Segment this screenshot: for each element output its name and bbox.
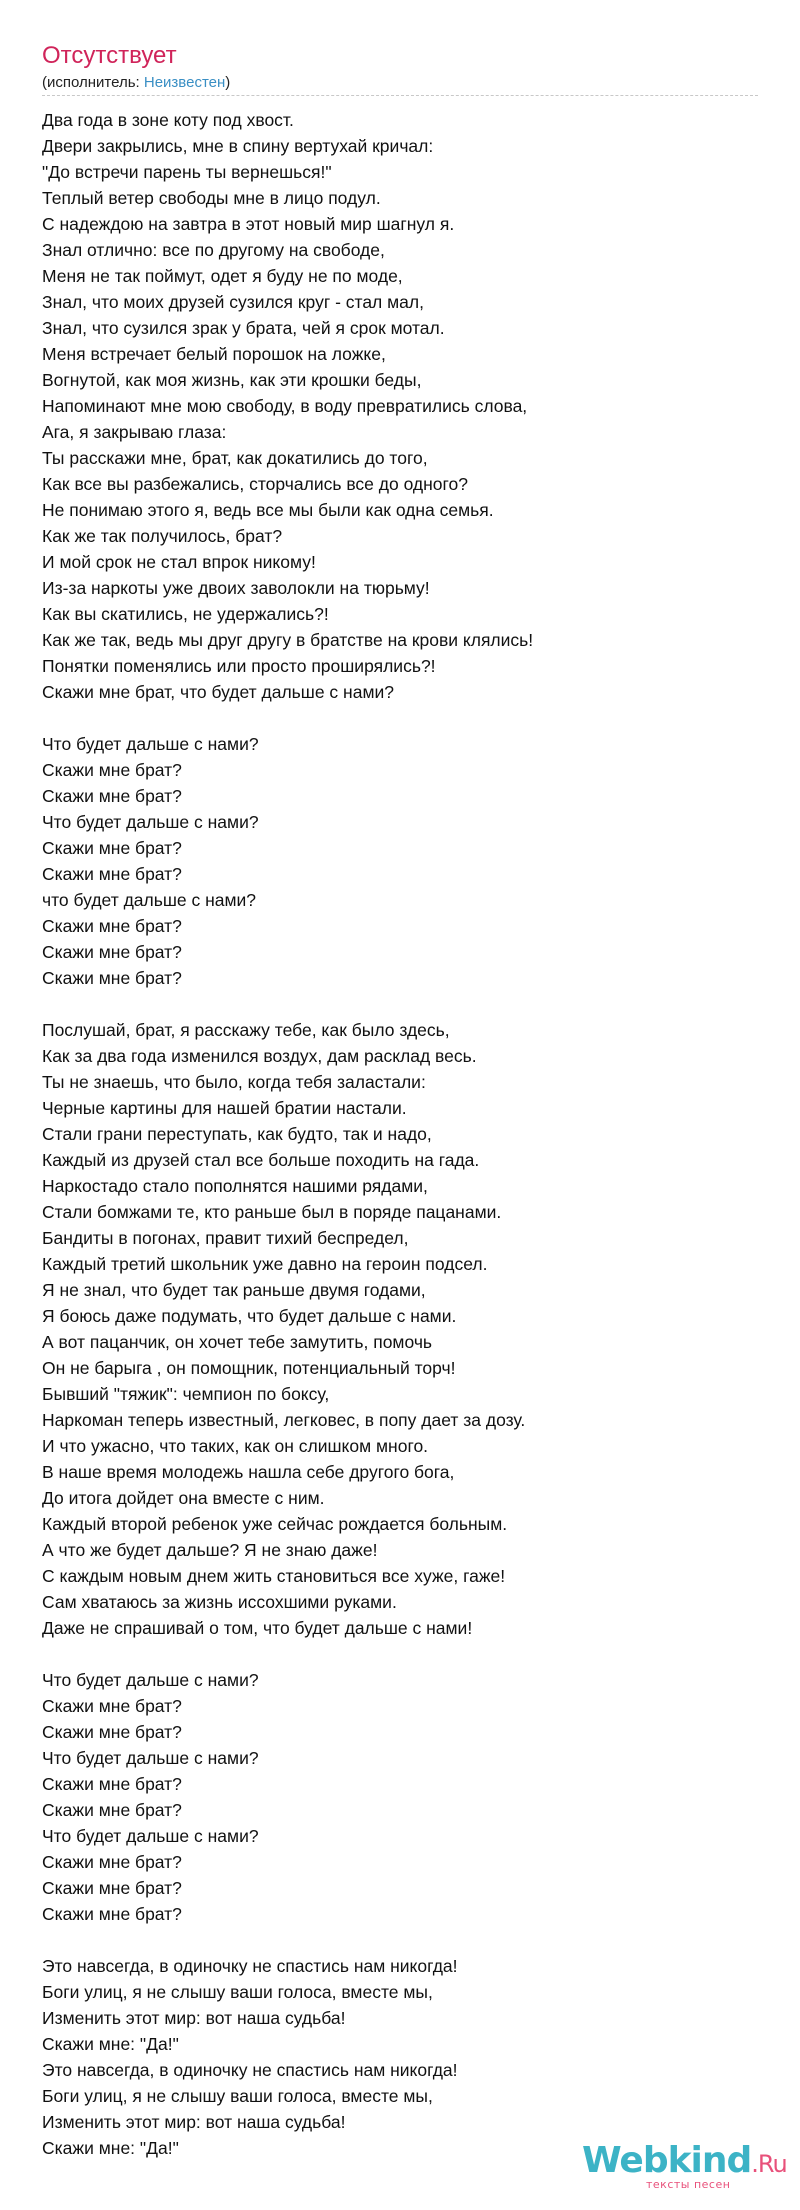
- header-divider: [42, 95, 758, 96]
- lyric-line: Меня не так поймут, одет я буду не по моде,: [42, 266, 403, 286]
- lyric-line: Послушай, брат, я расскажу тебе, как было здесь,: [42, 1020, 450, 1040]
- lyric-line: Скажи мне брат?: [42, 1878, 182, 1898]
- lyric-line: Изменить этот мир: вот наша судьба!: [42, 2112, 346, 2132]
- lyric-line: Знал, что моих друзей сузился круг - стал мал,: [42, 292, 424, 312]
- lyric-line: Это навсегда, в одиночку не спастись нам никогда!: [42, 2060, 458, 2080]
- artist-suffix: ): [225, 74, 231, 91]
- lyrics-stanza: [42, 1667, 762, 1927]
- lyric-line: А вот пацанчик, он хочет тебе замутить, помочь: [42, 1332, 433, 1352]
- lyric-line: Стали бомжами те, кто раньше был в поряде пацанами.: [42, 1202, 502, 1222]
- song-title: Отсутствует: [42, 42, 177, 69]
- lyric-line: Черные картины для нашей братии настали.: [42, 1098, 407, 1118]
- lyric-line: Скажи мне: "Да!": [42, 2138, 179, 2158]
- lyric-line: Скажи мне брат?: [42, 1852, 182, 1872]
- lyric-line: Вогнутой, как моя жизнь, как эти крошки беды,: [42, 370, 422, 390]
- lyric-line: С надеждою на завтра в этот новый мир шагнул я.: [42, 214, 455, 234]
- logo-wordmark: [582, 2140, 787, 2183]
- lyric-line: Стали грани переступать, как будто, так и надо,: [42, 1124, 432, 1144]
- lyric-line: Скажи мне брат?: [42, 786, 182, 806]
- lyrics-stanza: [42, 107, 762, 705]
- lyric-line: И мой срок не стал впрок никому!: [42, 552, 316, 572]
- lyric-line: Скажи мне брат?: [42, 968, 182, 988]
- lyric-line: "До встречи парень ты вернешься!": [42, 162, 332, 182]
- lyrics-stanza: [42, 1953, 762, 2161]
- lyric-line: Скажи мне брат, что будет дальше с нами?: [42, 682, 394, 702]
- logo-tagline: тексты песен: [646, 2178, 731, 2191]
- lyric-line: А что же будет дальше? Я не знаю даже!: [42, 1540, 378, 1560]
- lyric-line: Скажи мне брат?: [42, 1904, 182, 1924]
- lyric-line: Как все вы разбежались, сторчались все до одного?: [42, 474, 468, 494]
- lyric-line: Даже не спрашивай о том, что будет дальше с нами!: [42, 1618, 473, 1638]
- lyric-line: До итога дойдет она вместе с ним.: [42, 1488, 325, 1508]
- lyrics-stanza: [42, 731, 762, 991]
- lyric-line: Скажи мне брат?: [42, 1722, 182, 1742]
- lyric-line: Ты расскажи мне, брат, как докатились до того,: [42, 448, 428, 468]
- lyric-line: Наркостадо стало пополнятся нашими рядами,: [42, 1176, 428, 1196]
- lyric-line: Скажи мне брат?: [42, 864, 182, 884]
- lyric-line: Каждый из друзей стал все больше походить на гада.: [42, 1150, 480, 1170]
- lyric-line: Из-за наркоты уже двоих заволокли на тюрьму!: [42, 578, 430, 598]
- lyric-line: Скажи мне: "Да!": [42, 2034, 179, 2054]
- lyric-line: Как же так получилось, брат?: [42, 526, 283, 546]
- lyric-line: Как за два года изменился воздух, дам расклад весь.: [42, 1046, 477, 1066]
- lyrics-body: [42, 107, 762, 2187]
- lyric-line: Два года в зоне коту под хвост.: [42, 110, 294, 130]
- artist-line: [42, 74, 230, 92]
- lyric-line: Скажи мне брат?: [42, 942, 182, 962]
- logo-tld: .Ru: [751, 2150, 787, 2178]
- lyric-line: С каждым новым днем жить становиться все хуже, гаже!: [42, 1566, 506, 1586]
- lyric-line: Не понимаю этого я, ведь все мы были как одна семья.: [42, 500, 494, 520]
- lyric-line: Он не барыга , он помощник, потенциальный торч!: [42, 1358, 456, 1378]
- lyric-line: Ты не знаешь, что было, когда тебя заластали:: [42, 1072, 426, 1092]
- lyric-line: Боги улиц, я не слышу ваши голоса, вместе мы,: [42, 2086, 433, 2106]
- lyric-line: Ага, я закрываю глаза:: [42, 422, 227, 442]
- lyric-line: Это навсегда, в одиночку не спастись нам никогда!: [42, 1956, 458, 1976]
- lyric-line: Я боюсь даже подумать, что будет дальше с нами.: [42, 1306, 457, 1326]
- lyric-line: Наркоман теперь известный, легковес, в попу дает за дозу.: [42, 1410, 526, 1430]
- lyric-line: Каждый второй ребенок уже сейчас рождается больным.: [42, 1514, 508, 1534]
- lyric-line: Что будет дальше с нами?: [42, 734, 259, 754]
- lyric-line: что будет дальше с нами?: [42, 890, 257, 910]
- lyric-line: Что будет дальше с нами?: [42, 1826, 259, 1846]
- lyric-line: Что будет дальше с нами?: [42, 1748, 259, 1768]
- lyric-line: Я не знал, что будет так раньше двумя годами,: [42, 1280, 426, 1300]
- lyric-line: Бандиты в погонах, правит тихий беспредел,: [42, 1228, 409, 1248]
- lyric-line: Боги улиц, я не слышу ваши голоса, вместе мы,: [42, 1982, 433, 2002]
- lyric-line: Изменить этот мир: вот наша судьба!: [42, 2008, 346, 2028]
- lyric-line: Как вы скатились, не удержались?!: [42, 604, 329, 624]
- lyric-line: Напоминают мне мою свободу, в воду превратились слова,: [42, 396, 528, 416]
- lyric-line: Что будет дальше с нами?: [42, 1670, 259, 1690]
- lyric-line: Как же так, ведь мы друг другу в братстве на крови клялись!: [42, 630, 534, 650]
- lyric-line: Понятки поменялись или просто проширялись?!: [42, 656, 436, 676]
- logo-brand: Webkind: [582, 2140, 752, 2181]
- lyric-line: Скажи мне брат?: [42, 1800, 182, 1820]
- lyric-line: Каждый третий школьник уже давно на героин подсел.: [42, 1254, 488, 1274]
- lyric-line: В наше время молодежь нашла себе другого бога,: [42, 1462, 455, 1482]
- lyric-line: Меня встречает белый порошок на ложке,: [42, 344, 386, 364]
- lyric-line: Скажи мне брат?: [42, 916, 182, 936]
- lyric-line: Сам хватаюсь за жизнь иссохшими руками.: [42, 1592, 397, 1612]
- lyric-line: И что ужасно, что таких, как он слишком много.: [42, 1436, 429, 1456]
- artist-prefix: (исполнитель:: [42, 74, 144, 91]
- lyric-line: Знал отлично: все по другому на свободе,: [42, 240, 385, 260]
- lyric-line: Теплый ветер свободы мне в лицо подул.: [42, 188, 381, 208]
- lyric-line: Скажи мне брат?: [42, 1696, 182, 1716]
- lyric-line: Знал, что сузился зрак у брата, чей я срок мотал.: [42, 318, 445, 338]
- lyric-line: Скажи мне брат?: [42, 838, 182, 858]
- webkind-logo[interactable]: [582, 2140, 787, 2192]
- lyric-line: Бывший "тяжик": чемпион по боксу,: [42, 1384, 330, 1404]
- lyric-line: Скажи мне брат?: [42, 760, 182, 780]
- lyric-line: Двери закрылись, мне в спину вертухай кричал:: [42, 136, 434, 156]
- lyric-line: Что будет дальше с нами?: [42, 812, 259, 832]
- lyric-line: Скажи мне брат?: [42, 1774, 182, 1794]
- artist-link[interactable]: Неизвестен: [143, 74, 226, 91]
- lyrics-stanza: [42, 1017, 762, 1641]
